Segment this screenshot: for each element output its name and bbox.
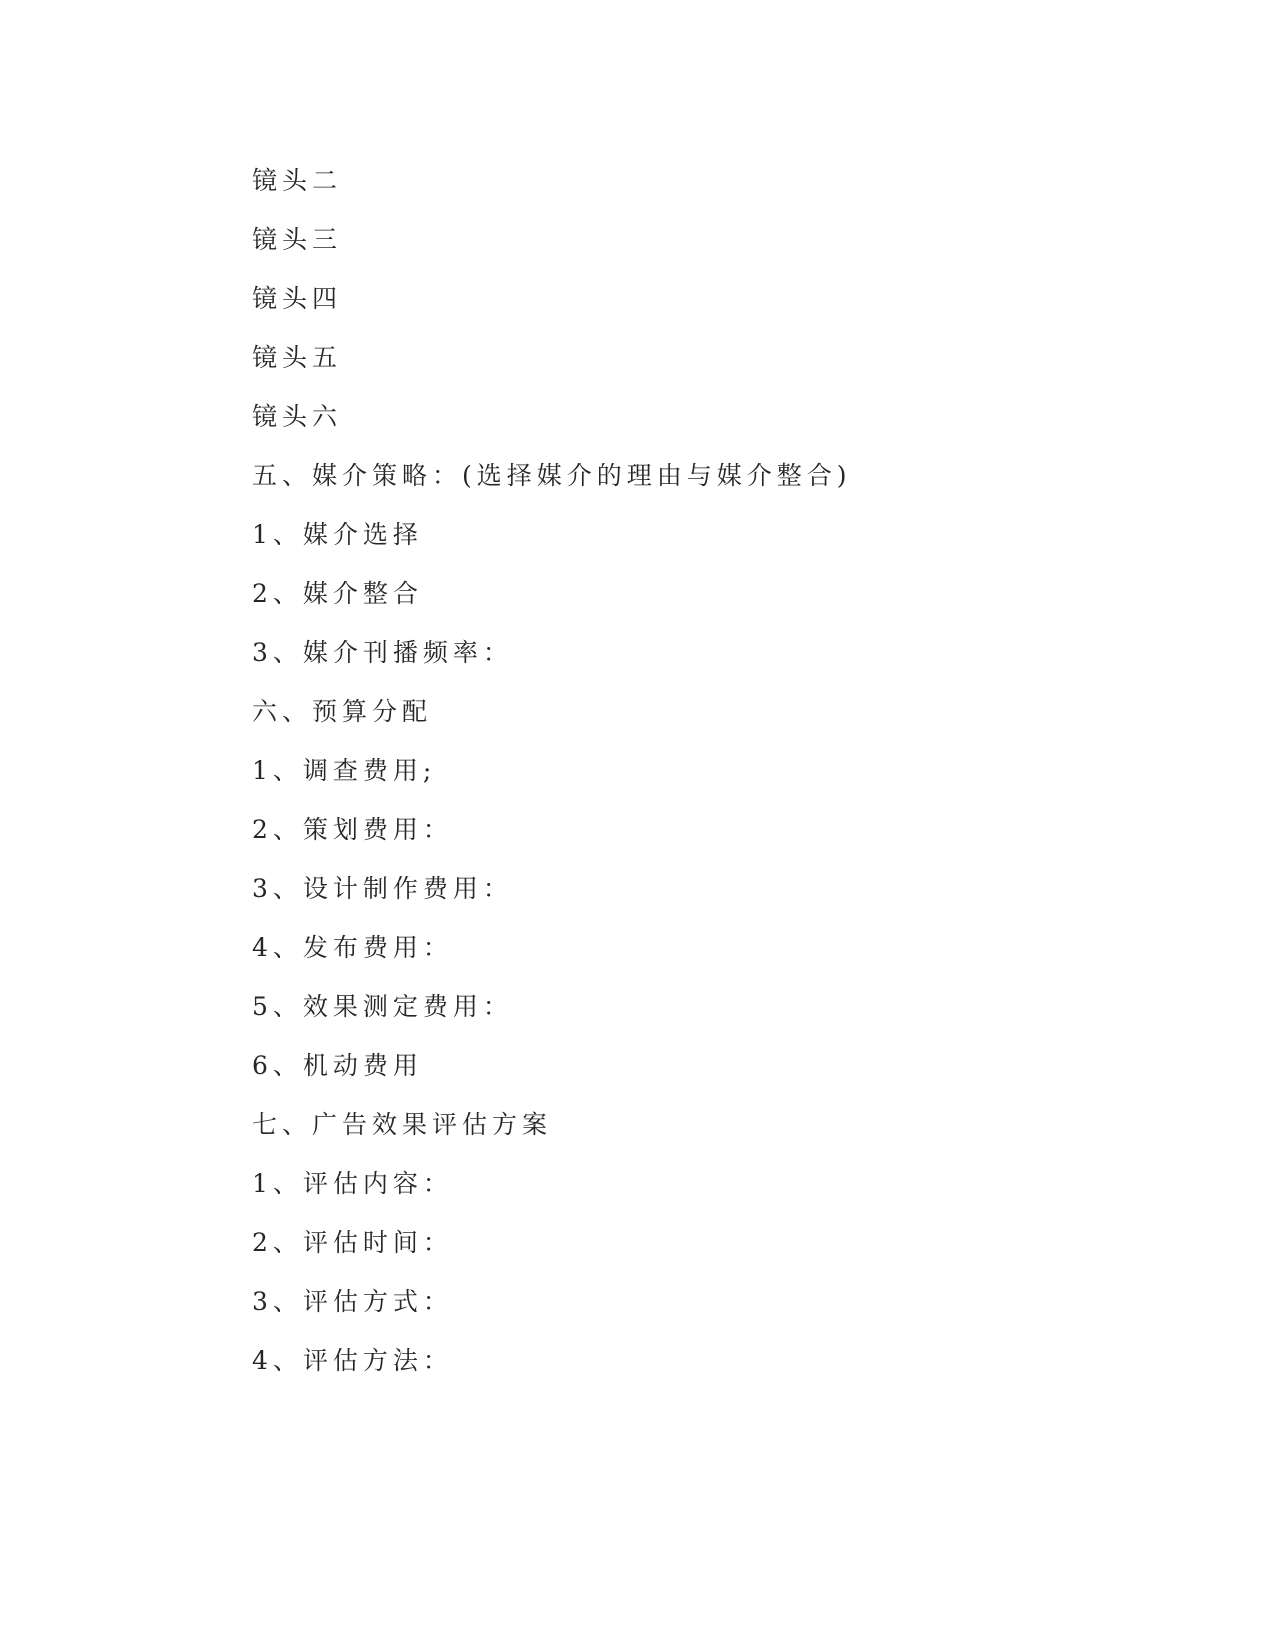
section-budget-heading: 六、预算分配 [252, 697, 433, 726]
evaluation-time-item: 2、评估时间： [252, 1228, 453, 1257]
media-integration-item: 2、媒介整合 [252, 579, 423, 608]
shot-2-line: 镜头二 [252, 166, 343, 195]
section-evaluation-heading: 七、广告效果评估方案 [252, 1110, 553, 1139]
media-frequency-item: 3、媒介刊播频率： [252, 638, 513, 667]
contingency-cost-item: 6、机动费用 [252, 1051, 423, 1080]
evaluation-mode-item: 3、评估方式： [252, 1287, 453, 1316]
evaluation-method-item: 4、评估方法： [252, 1346, 453, 1375]
shot-6-line: 镜头六 [252, 402, 343, 431]
design-production-cost-item: 3、设计制作费用： [252, 874, 513, 903]
evaluation-content-item: 1、评估内容： [252, 1169, 453, 1198]
effect-measurement-cost-item: 5、效果测定费用： [252, 992, 513, 1021]
shot-4-line: 镜头四 [252, 284, 343, 313]
planning-cost-item: 2、策划费用： [252, 815, 453, 844]
survey-cost-item: 1、调查费用; [252, 756, 437, 785]
shot-3-line: 镜头三 [252, 225, 343, 254]
publishing-cost-item: 4、发布费用： [252, 933, 453, 962]
section-media-strategy-heading: 五、媒介策略：(选择媒介的理由与媒介整合) [252, 461, 852, 490]
shot-5-line: 镜头五 [252, 343, 343, 372]
document-body [252, 160, 1072, 1399]
media-selection-item: 1、媒介选择 [252, 520, 423, 549]
